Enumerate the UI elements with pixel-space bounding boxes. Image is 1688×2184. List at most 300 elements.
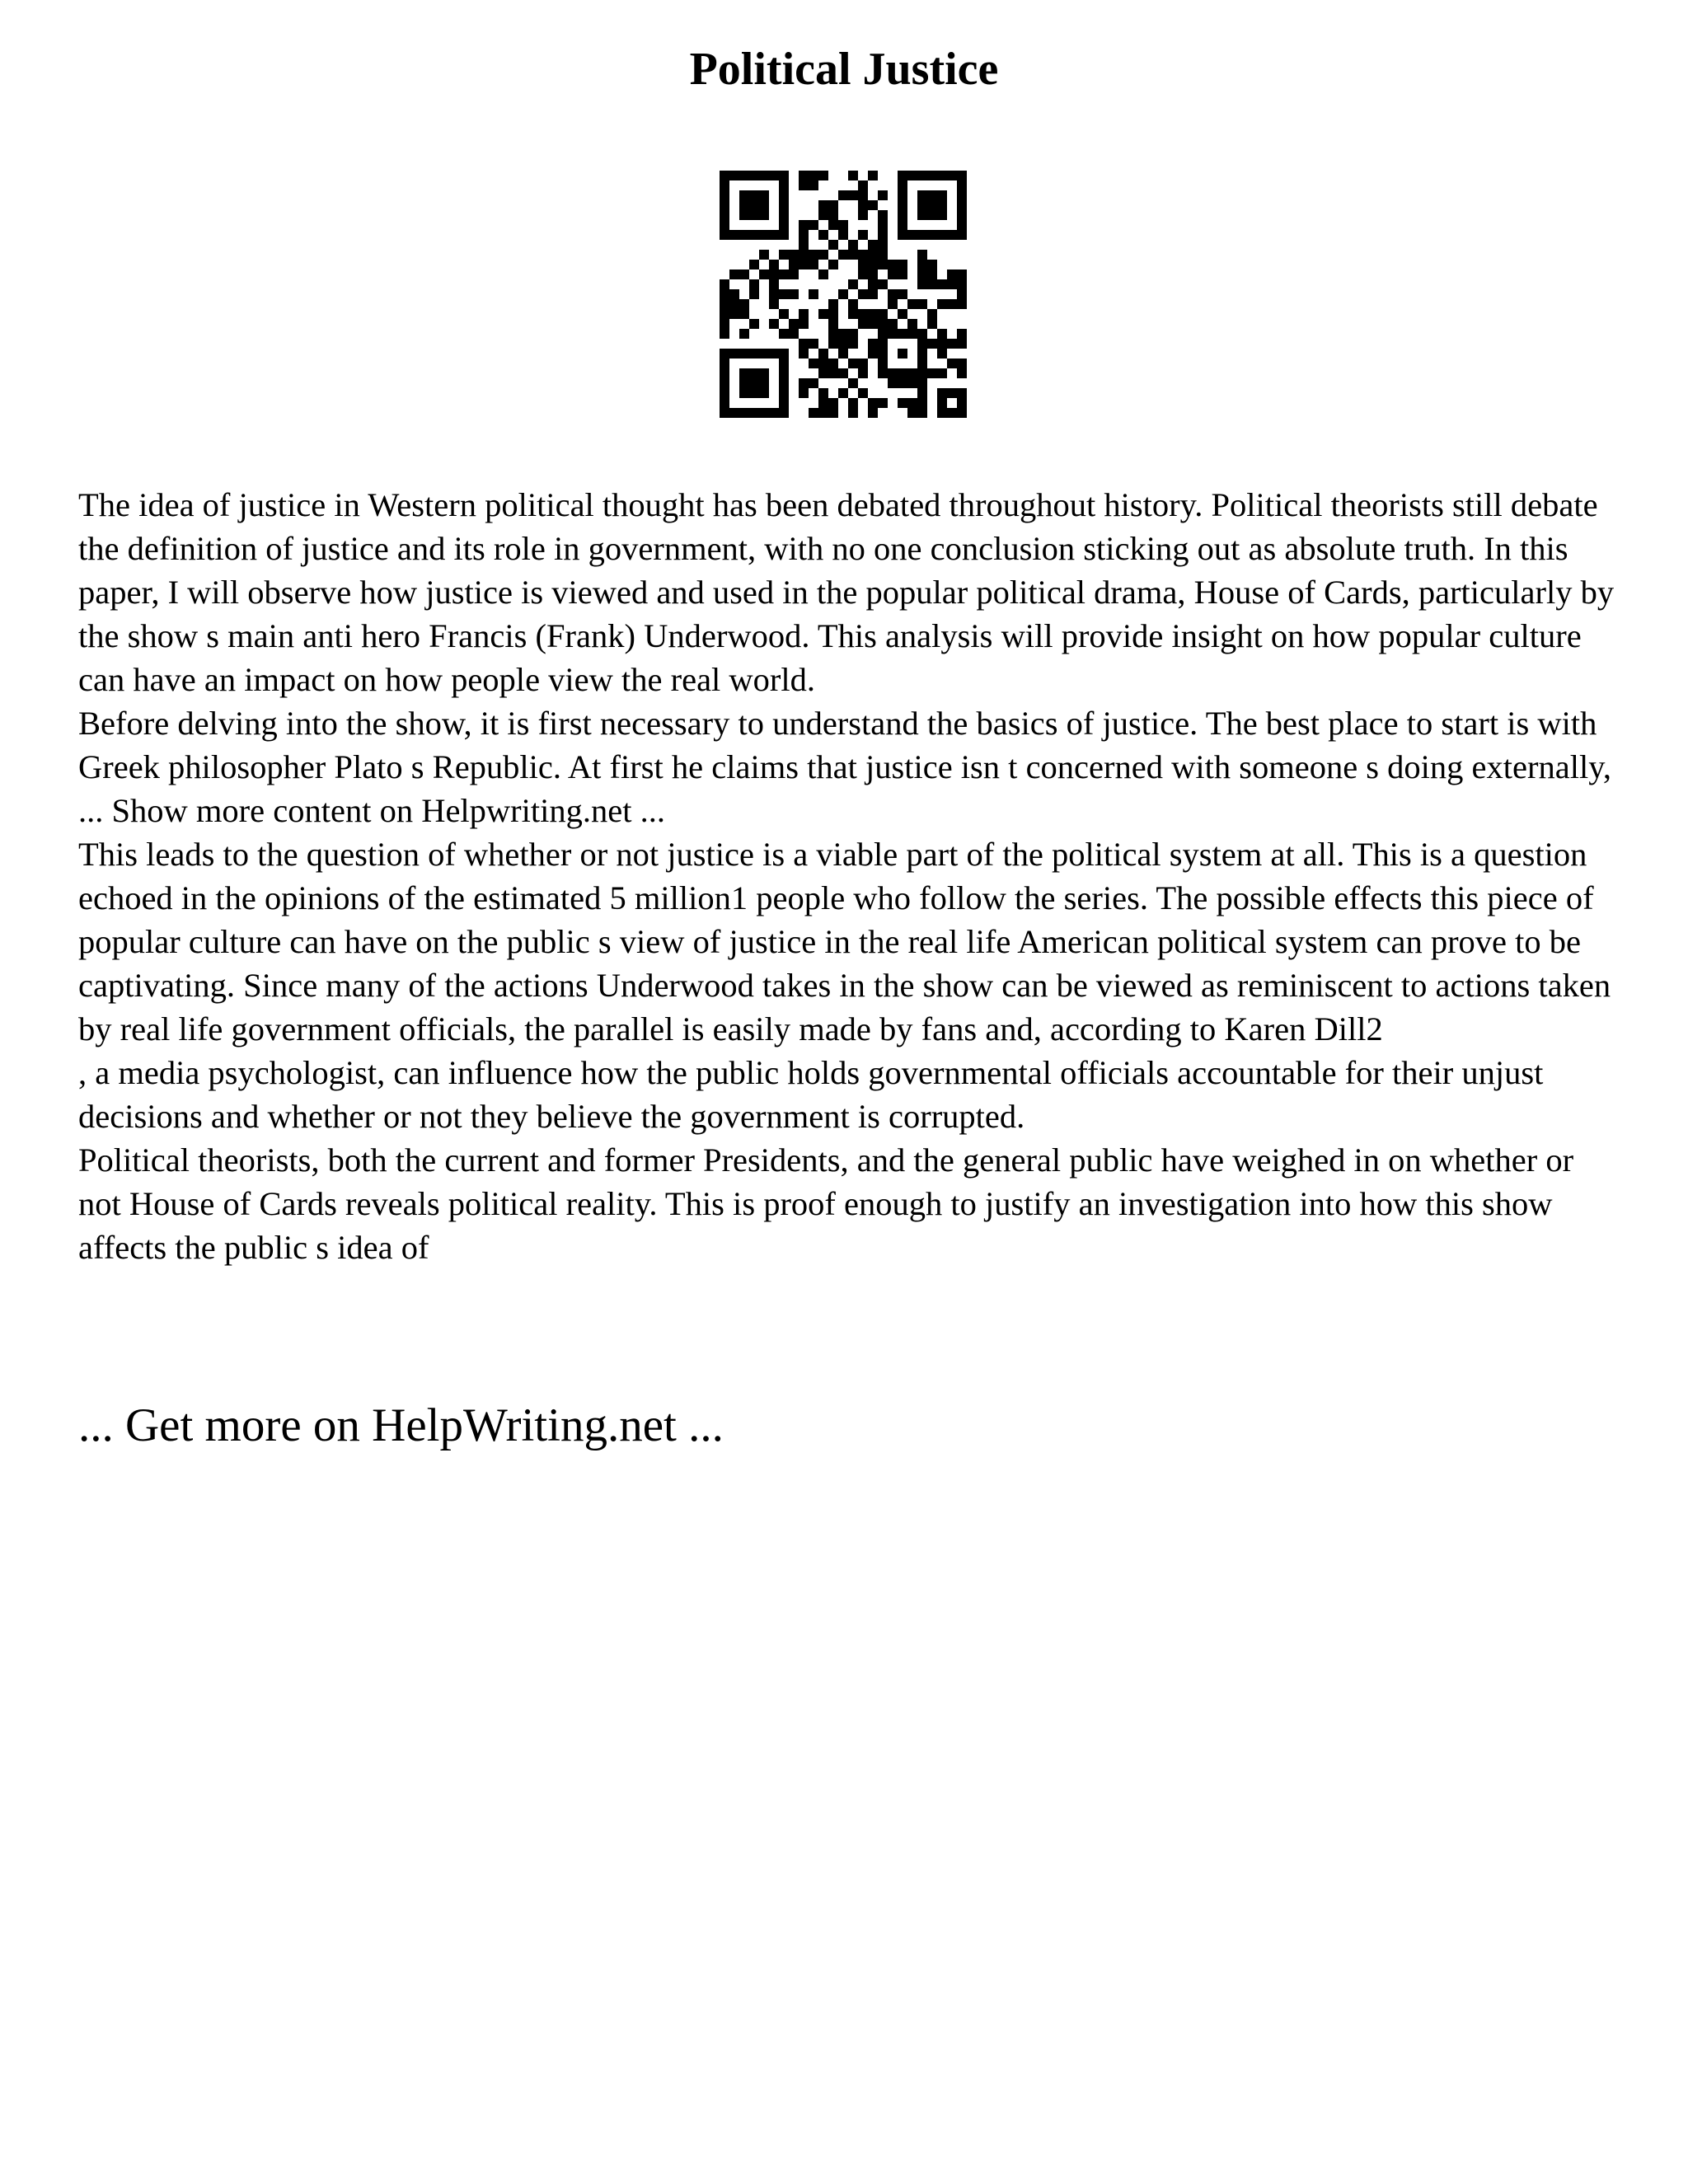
qr-module — [937, 299, 947, 309]
qr-module — [789, 260, 799, 269]
qr-module — [927, 190, 937, 200]
qr-module — [739, 210, 749, 220]
qr-module — [937, 329, 947, 339]
qr-module — [858, 309, 868, 319]
qr-module — [917, 368, 927, 378]
qr-module — [809, 289, 818, 299]
qr-module — [907, 299, 917, 309]
qr-module — [848, 329, 858, 339]
qr-module — [749, 210, 759, 220]
qr-module — [720, 299, 729, 309]
qr-module — [858, 250, 868, 260]
qr-module — [759, 250, 769, 260]
qr-module — [858, 190, 868, 200]
qr-module — [779, 289, 789, 299]
qr-module — [818, 210, 828, 220]
qr-module — [749, 171, 759, 180]
qr-module — [818, 250, 828, 260]
qr-module — [888, 289, 898, 299]
qr-module — [799, 309, 809, 319]
qr-module — [779, 190, 789, 200]
qr-module — [838, 329, 848, 339]
qr-module — [720, 279, 729, 289]
qr-module — [729, 408, 739, 418]
qr-module — [720, 230, 729, 240]
qr-module — [927, 319, 937, 329]
qr-module — [937, 368, 947, 378]
qr-module — [779, 378, 789, 388]
qr-module — [818, 408, 828, 418]
qr-module — [957, 388, 967, 398]
qr-module — [779, 269, 789, 279]
qr-module — [907, 408, 917, 418]
qr-module — [878, 339, 888, 349]
qr-module — [898, 220, 907, 230]
qr-module — [947, 408, 957, 418]
qr-module — [828, 200, 838, 210]
qr-module — [927, 279, 937, 289]
qr-module — [799, 319, 809, 329]
qr-module — [720, 408, 729, 418]
qr-module — [769, 279, 779, 289]
qr-module — [957, 408, 967, 418]
qr-module — [858, 210, 868, 220]
qr-module — [809, 220, 818, 230]
qr-module — [739, 408, 749, 418]
qr-module — [818, 388, 828, 398]
paragraph-psychologist: , a media psychologist, can influence how the public holds governmental officials accountable for their unjust decisions and whether or not they believe the government is corrupted. — [78, 1054, 1544, 1135]
qr-module — [809, 378, 818, 388]
qr-module — [838, 388, 848, 398]
qr-module — [759, 190, 769, 200]
qr-module — [898, 210, 907, 220]
qr-module — [779, 398, 789, 408]
qr-module — [759, 171, 769, 180]
qr-module — [957, 200, 967, 210]
qr-module — [898, 200, 907, 210]
qr-module — [789, 319, 799, 329]
qr-module — [858, 359, 868, 368]
qr-module — [739, 190, 749, 200]
qr-module — [818, 349, 828, 359]
qr-module — [957, 210, 967, 220]
qr-module — [720, 359, 729, 368]
qr-module — [828, 319, 838, 329]
qr-module — [739, 378, 749, 388]
qr-module — [828, 220, 838, 230]
qr-module — [927, 368, 937, 378]
page-title: Political Justice — [689, 44, 999, 95]
qr-module — [947, 279, 957, 289]
qr-module — [898, 269, 907, 279]
qr-module — [828, 339, 838, 349]
qr-module — [759, 408, 769, 418]
qr-module — [848, 408, 858, 418]
qr-module — [779, 210, 789, 220]
qr-module — [937, 279, 947, 289]
qr-module — [917, 398, 927, 408]
qr-module — [868, 349, 878, 359]
qr-module — [809, 250, 818, 260]
qr-module — [917, 260, 927, 269]
qr-module — [898, 171, 907, 180]
qr-module — [957, 289, 967, 299]
qr-module — [799, 260, 809, 269]
qr-module — [868, 319, 878, 329]
qr-module — [799, 171, 809, 180]
qr-module — [848, 359, 858, 368]
qr-module — [917, 329, 927, 339]
qr-module — [927, 200, 937, 210]
qr-module — [749, 230, 759, 240]
qr-module — [789, 269, 799, 279]
qr-module — [917, 210, 927, 220]
qr-module — [868, 279, 878, 289]
qr-module — [898, 398, 907, 408]
qr-module — [957, 220, 967, 230]
qr-module — [878, 230, 888, 240]
qr-module — [947, 299, 957, 309]
qr-module — [907, 398, 917, 408]
qr-module — [720, 190, 729, 200]
qr-module — [927, 210, 937, 220]
qr-module — [729, 171, 739, 180]
qr-module — [927, 269, 937, 279]
qr-module — [957, 180, 967, 190]
qr-module — [818, 368, 828, 378]
qr-module — [779, 309, 789, 319]
qr-module — [868, 398, 878, 408]
qr-module — [947, 230, 957, 240]
qr-module — [878, 368, 888, 378]
paragraph-intro: The idea of justice in Western political thought has been debated throughout history. Political theorists still debate the definition of justice and its role in government, with no one conclusion sticking out as absolute truth. In this paper, I will observe how justice is viewed and used in the popular political drama, House of Cards, particularly by the show s main anti hero Francis (Frank) Underwood. This analysis will provide insight on how popular culture can have an impact on how people view the real world. — [78, 486, 1615, 698]
qr-module — [779, 200, 789, 210]
qr-module — [779, 388, 789, 398]
qr-module — [937, 398, 947, 408]
qr-module — [749, 349, 759, 359]
paragraph-viability: This leads to the question of whether or not justice is a viable part of the political system at all. This is a question echoed in the opinions of the estimated 5 million1 people who follow the series. The possible effects this piece of popular culture can have on the public s view of justice in the real life American political system can prove to be captivating. Since many of the actions Underwood takes in the show can be viewed as reminiscent to actions taken by real life government officials, the parallel is easily made by fans and, according to Karen Dill2 — [78, 836, 1611, 1047]
qr-module — [779, 250, 789, 260]
qr-module — [779, 180, 789, 190]
qr-module — [937, 230, 947, 240]
qr-module — [937, 349, 947, 359]
qr-module — [818, 398, 828, 408]
qr-module — [868, 309, 878, 319]
qr-module — [759, 349, 769, 359]
qr-module — [818, 230, 828, 240]
qr-module — [868, 289, 878, 299]
qr-module — [828, 299, 838, 309]
qr-module — [888, 269, 898, 279]
qr-module — [917, 359, 927, 368]
qr-module — [799, 349, 809, 359]
qr-module — [749, 279, 759, 289]
qr-module — [838, 250, 848, 260]
qr-module — [809, 171, 818, 180]
qr-module — [809, 180, 818, 190]
qr-module — [917, 299, 927, 309]
qr-module — [898, 230, 907, 240]
paragraph-investigation: Political theorists, both the current and former Presidents, and the general public have weighed in on whether or not House of Cards reveals political reality. This is proof enough to justify an investigation into how this show affects the public s idea of — [78, 1141, 1574, 1266]
qr-module — [729, 309, 739, 319]
qr-module — [898, 190, 907, 200]
qr-module — [779, 220, 789, 230]
qr-module — [868, 250, 878, 260]
qr-module — [927, 339, 937, 349]
qr-module — [720, 220, 729, 230]
qr-module — [809, 359, 818, 368]
qr-module — [937, 210, 947, 220]
qr-module — [957, 299, 967, 309]
qr-module — [907, 319, 917, 329]
qr-module — [749, 408, 759, 418]
qr-module — [858, 289, 868, 299]
qr-module — [779, 349, 789, 359]
qr-module — [828, 398, 838, 408]
qr-module — [858, 260, 868, 269]
qr-module — [957, 368, 967, 378]
qr-module — [749, 260, 759, 269]
qr-module — [848, 240, 858, 250]
qr-module — [888, 299, 898, 309]
qr-module — [739, 269, 749, 279]
qr-module — [848, 250, 858, 260]
qr-module — [927, 309, 937, 319]
qr-module — [799, 250, 809, 260]
qr-module — [789, 289, 799, 299]
qr-module — [957, 190, 967, 200]
qr-module — [937, 171, 947, 180]
qr-module — [907, 378, 917, 388]
qr-module — [858, 230, 868, 240]
qr-module — [769, 319, 779, 329]
qr-code-icon — [720, 171, 967, 418]
qr-module — [917, 171, 927, 180]
qr-module — [878, 220, 888, 230]
qr-module — [818, 171, 828, 180]
qr-module — [878, 279, 888, 289]
qr-module — [858, 180, 868, 190]
qr-module — [878, 260, 888, 269]
qr-module — [848, 339, 858, 349]
qr-module — [848, 279, 858, 289]
qr-module — [898, 329, 907, 339]
qr-module — [907, 329, 917, 339]
qr-module — [818, 200, 828, 210]
qr-module — [888, 329, 898, 339]
qr-module — [828, 210, 838, 220]
qr-module — [838, 339, 848, 349]
qr-module — [868, 240, 878, 250]
qr-module — [838, 220, 848, 230]
qr-module — [947, 359, 957, 368]
qr-module — [858, 319, 868, 329]
qr-module — [799, 220, 809, 230]
qr-module — [729, 289, 739, 299]
qr-module — [868, 408, 878, 418]
qr-module — [769, 349, 779, 359]
qr-module — [858, 269, 868, 279]
qr-module — [729, 299, 739, 309]
qr-module — [749, 289, 759, 299]
qr-module — [917, 230, 927, 240]
qr-module — [907, 368, 917, 378]
qr-module — [769, 171, 779, 180]
qr-module — [720, 388, 729, 398]
qr-module — [769, 230, 779, 240]
qr-module — [927, 230, 937, 240]
qr-module — [858, 200, 868, 210]
qr-module — [838, 230, 848, 240]
qr-module — [809, 339, 818, 349]
qr-module — [898, 289, 907, 299]
qr-module — [720, 329, 729, 339]
qr-module — [769, 408, 779, 418]
qr-module — [720, 398, 729, 408]
qr-module — [779, 230, 789, 240]
qr-module — [878, 190, 888, 200]
document-body — [78, 483, 1620, 1269]
qr-module — [947, 339, 957, 349]
qr-module — [838, 368, 848, 378]
qr-module — [878, 210, 888, 220]
qr-module — [739, 368, 749, 378]
qr-module — [828, 359, 838, 368]
qr-module — [749, 190, 759, 200]
qr-module — [818, 309, 828, 319]
qr-module — [799, 180, 809, 190]
qr-module — [878, 240, 888, 250]
qr-module — [927, 171, 937, 180]
qr-module — [848, 378, 858, 388]
qr-module — [888, 368, 898, 378]
qr-module — [749, 319, 759, 329]
qr-module — [957, 269, 967, 279]
qr-module — [917, 269, 927, 279]
qr-module — [739, 230, 749, 240]
qr-module — [720, 171, 729, 180]
qr-module — [739, 309, 749, 319]
qr-module — [729, 349, 739, 359]
qr-module — [937, 408, 947, 418]
qr-module — [809, 408, 818, 418]
qr-module — [799, 230, 809, 240]
qr-module — [838, 349, 848, 359]
qr-module — [848, 190, 858, 200]
qr-module — [888, 319, 898, 329]
qr-module — [888, 260, 898, 269]
qr-module — [759, 210, 769, 220]
qr-module — [898, 378, 907, 388]
qr-module — [720, 368, 729, 378]
qr-module — [749, 388, 759, 398]
qr-module — [868, 171, 878, 180]
qr-module — [828, 329, 838, 339]
qr-module — [779, 359, 789, 368]
qr-module — [739, 200, 749, 210]
qr-module — [769, 269, 779, 279]
qr-module — [799, 240, 809, 250]
qr-module — [789, 329, 799, 339]
qr-module — [828, 368, 838, 378]
qr-module — [907, 230, 917, 240]
qr-module — [957, 329, 967, 339]
qr-module — [828, 240, 838, 250]
qr-module — [749, 368, 759, 378]
qr-module — [739, 299, 749, 309]
qr-module — [917, 190, 927, 200]
qr-module — [828, 309, 838, 319]
qr-module — [947, 171, 957, 180]
qr-module — [868, 260, 878, 269]
qr-module — [957, 230, 967, 240]
qr-module — [957, 339, 967, 349]
qr-module — [878, 319, 888, 329]
qr-module — [848, 309, 858, 319]
qr-module — [739, 349, 749, 359]
qr-module — [957, 359, 967, 368]
qr-module — [868, 269, 878, 279]
qr-module — [937, 200, 947, 210]
qr-module — [917, 200, 927, 210]
qr-module — [947, 388, 957, 398]
qr-module — [729, 230, 739, 240]
qr-module — [917, 279, 927, 289]
qr-module — [838, 190, 848, 200]
qr-module — [799, 339, 809, 349]
qr-module — [720, 378, 729, 388]
qr-module — [818, 269, 828, 279]
qr-module — [720, 200, 729, 210]
qr-module — [759, 230, 769, 240]
qr-module — [937, 388, 947, 398]
qr-module — [898, 180, 907, 190]
qr-module — [898, 260, 907, 269]
qr-module — [878, 359, 888, 368]
qr-module — [720, 210, 729, 220]
qr-module — [729, 269, 739, 279]
qr-module — [878, 329, 888, 339]
qr-module — [759, 378, 769, 388]
qr-module — [927, 260, 937, 269]
qr-module — [848, 299, 858, 309]
qr-module — [720, 309, 729, 319]
qr-module — [749, 378, 759, 388]
qr-module — [878, 309, 888, 319]
qr-module — [848, 171, 858, 180]
qr-module — [917, 339, 927, 349]
qr-module — [739, 329, 749, 339]
qr-module — [937, 339, 947, 349]
get-more-link[interactable]: ... Get more on HelpWriting.net ... — [78, 1399, 724, 1451]
qr-module — [799, 378, 809, 388]
qr-module — [779, 171, 789, 180]
qr-module — [858, 388, 868, 398]
qr-module — [769, 289, 779, 299]
qr-module — [769, 299, 779, 309]
qr-module — [779, 408, 789, 418]
qr-module — [759, 368, 769, 378]
qr-module — [898, 368, 907, 378]
qr-code — [720, 171, 967, 418]
qr-module — [828, 408, 838, 418]
qr-modules — [720, 171, 967, 418]
qr-module — [720, 349, 729, 359]
qr-module — [937, 190, 947, 200]
qr-module — [917, 388, 927, 398]
qr-module — [848, 398, 858, 408]
qr-module — [828, 260, 838, 269]
